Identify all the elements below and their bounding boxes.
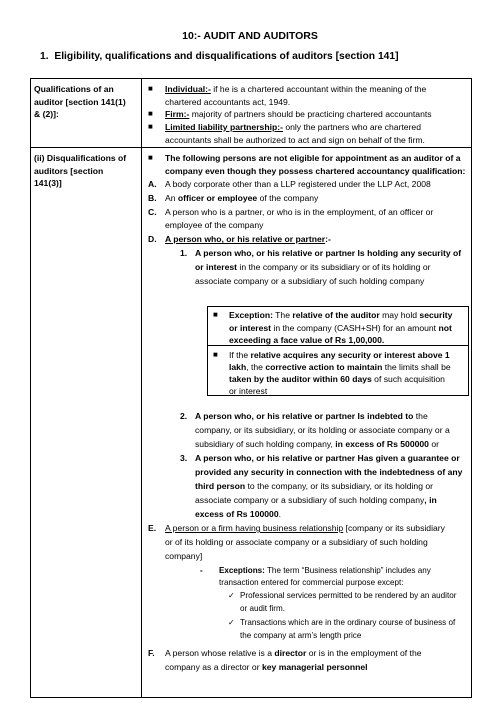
- item-d3-number: 3.: [180, 453, 188, 463]
- item-f-line: company as a director or key managerial personnel: [165, 662, 368, 672]
- item-d2-line: A person who, or his relative or partner Is indebted to the: [195, 411, 428, 421]
- item-e-line: A person or a firm having business relationship [company or its subsidiary: [165, 523, 445, 533]
- square-bullet-icon: ■: [148, 84, 153, 93]
- item-b-text: An officer or employee of the company: [165, 193, 319, 203]
- exception2-line: taken by the auditor within 60 days of such acquisition: [229, 374, 445, 384]
- item-e-line: company]: [165, 551, 203, 561]
- qualification-individual: Individual:- if he is a chartered accountant within the meaning of the: [165, 84, 427, 94]
- qualification-firm: Firm:- majority of partners should be practicing chartered accountants: [165, 109, 432, 119]
- row1-left-line: & (2)]:: [34, 109, 59, 119]
- square-bullet-icon: ■: [213, 310, 218, 319]
- chapter-title: 10:- AUDIT AND AUDITORS: [182, 30, 318, 42]
- e-exception-line: Exceptions: The term “Business relationship” includes any: [219, 566, 431, 575]
- item-c-text: A person who is a partner, or who is in the employment, of an officer or: [165, 207, 434, 217]
- item-f-letter: F.: [148, 648, 155, 658]
- row2-left-line: auditors [section: [34, 165, 104, 176]
- tick-item-line: the company at arm’s length price: [240, 631, 362, 640]
- exception1-line: Exception: The relative of the auditor may hold security: [229, 310, 453, 320]
- exception2-line: If the relative acquires any security or interest above 1: [229, 350, 450, 360]
- table-column-divider: [141, 78, 142, 698]
- disqualification-intro-cont: company even though they possess chartered accountancy qualification:: [165, 166, 466, 176]
- tick-item-line: Transactions which are in the ordinary course of business of: [240, 618, 456, 627]
- row2-left-line: (ii) Disqualifications of: [34, 153, 127, 163]
- tick-item-line: Professional services permitted to be rendered by an auditor: [240, 591, 457, 600]
- item-d-text: A person who, or his relative or partner:-: [165, 234, 331, 244]
- section-heading-text: Eligibility, qualifications and disqualifications of auditors [section 141]: [54, 51, 399, 62]
- checkmark-icon: ✓: [228, 618, 235, 627]
- qualification-llp-cont: accountants shall be authorized to act and sign on behalf of the firm.: [165, 135, 425, 145]
- section-heading: [40, 51, 399, 62]
- item-d3-line: provided any security in connection with the indebtedness of any: [195, 467, 463, 477]
- item-d1-number: 1.: [180, 248, 188, 258]
- square-bullet-icon: ■: [148, 153, 153, 162]
- disqualification-intro: The following persons are not eligible for appointment as an auditor of a: [165, 153, 461, 163]
- item-d1-line: associate company or a subsidiary of such holding company: [195, 276, 425, 286]
- item-d3-line: A person who, or his relative or partner Has given a guarantee or: [195, 453, 460, 463]
- item-d2-line: company, or its subsidiary, or its holding or associate company or a: [195, 425, 450, 435]
- item-a-letter: A.: [148, 179, 157, 189]
- row2-left-line: 141(3)]: [34, 178, 62, 188]
- item-e-line: or of its holding or associate company or a subsidiary of such holding: [165, 537, 428, 547]
- exception1-line: or interest in the company (CASH+SH) for an amount not: [229, 323, 452, 333]
- item-d1-line: or interest in the company or its subsidiary or of its holding or: [195, 262, 431, 272]
- item-d2-number: 2.: [180, 411, 188, 421]
- row1-left-cell: [34, 83, 126, 121]
- item-d2-line: subsidiary of such holding company, in excess of Rs 500000 or: [195, 439, 439, 449]
- tick-item-line: or audit firm.: [240, 604, 285, 613]
- square-bullet-icon: ■: [213, 350, 218, 359]
- dash-bullet: -: [200, 566, 203, 575]
- item-f-line: A person whose relative is a director or is in the employment of the: [165, 648, 422, 658]
- item-c-text-cont: employee of the company: [165, 220, 264, 230]
- e-exception-line: transaction entered for commercial purpose except:: [219, 578, 404, 587]
- item-d1-line: A person who, or his relative or partner Is holding any security of: [195, 248, 462, 258]
- square-bullet-icon: ■: [148, 122, 153, 131]
- square-bullet-icon: ■: [148, 109, 153, 118]
- item-c-letter: C.: [148, 207, 157, 217]
- item-d3-line: third person to the company, or its subsidiary, or its holding or: [195, 481, 434, 491]
- item-b-letter: B.: [148, 193, 157, 203]
- item-e-letter: E.: [148, 523, 157, 533]
- qualification-llp: Limited liability partnership:- only the partners who are chartered: [165, 122, 421, 132]
- section-number: 1.: [40, 51, 49, 62]
- exception2-line: lakh, the corrective action to maintain the limits shall be: [229, 362, 451, 372]
- exception1-line: exceeding a face value of Rs 1,00,000.: [229, 335, 385, 345]
- item-d3-line: excess of Rs 100000.: [195, 509, 282, 519]
- row1-left-line: Qualifications of an: [34, 84, 114, 94]
- checkmark-icon: ✓: [228, 591, 235, 600]
- qualification-individual-cont: chartered accountants act, 1949.: [165, 97, 291, 107]
- table-row-divider: [30, 147, 472, 148]
- item-a-text: A body corporate other than a LLP registered under the LLP Act, 2008: [165, 179, 431, 189]
- item-d-letter: D.: [148, 234, 157, 244]
- row2-left-cell: [34, 152, 126, 190]
- item-d3-line: associate company or a subsidiary of such holding company, in: [195, 495, 437, 505]
- row1-left-line: auditor [section 141(1): [34, 96, 126, 107]
- exception2-line: or interest: [229, 386, 268, 396]
